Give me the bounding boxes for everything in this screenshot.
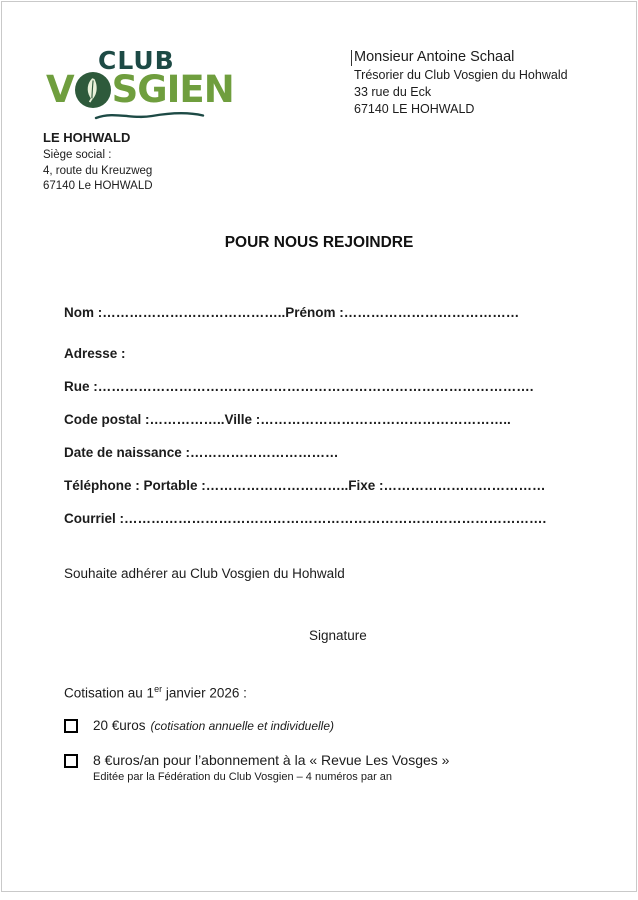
sender-line: 4, route du Kreuzweg [43,164,153,177]
sender-address-block [43,130,153,195]
field-telephone: Téléphone : Portable :…………………………..Fixe :……………………………… [64,478,546,493]
logo-club-text: CLUB [98,46,175,75]
text-cursor [351,50,352,66]
field-rue: Rue :……………………………………………………………………………………. [64,379,534,394]
cotisation-superscript: er [154,684,163,694]
recipient-address-block [354,49,568,118]
membership-form-page [1,1,637,892]
checkbox-revue[interactable] [64,754,78,768]
club-vosgien-logo [46,48,256,122]
recipient-line: Trésorier du Club Vosgien du Hohwald [354,68,568,82]
recipient-line: 33 rue du Eck [354,85,432,99]
option-subnote: Editée par la Fédération du Club Vosgien – 4 numéros par an [93,771,393,783]
cotisation-heading [64,684,247,701]
sender-line: Siège social : [43,149,112,161]
logo-letters-sgien: SGIEN [111,68,234,111]
option-amount: 8 €uros/an pour l’abonnement à la « Revue Les Vosges » [93,752,450,768]
sender-name: LE HOHWALD [43,130,131,145]
page-title: POUR NOUS REJOINDRE [224,234,414,251]
cotisation-option-revue [64,752,449,784]
field-courriel: Courriel :…………………………………………………………………………………. [64,511,547,526]
field-date-naissance: Date de naissance :…………………………… [64,445,339,460]
option-note: (cotisation annuelle et individuelle) [150,719,334,733]
field-adresse-label: Adresse : [64,346,126,361]
sender-line: 67140 Le HOHWALD [43,180,153,192]
option-amount: 20 €uros [93,718,146,733]
field-nom-prenom: Nom :…………………………………..Prénom :………………………………… [64,305,520,320]
leaf-icon [75,72,111,108]
logo-vosgien-text [46,68,256,111]
cotisation-prefix: Cotisation au 1 [64,685,155,701]
option-text [93,752,449,784]
recipient-name: Monsieur Antoine Schaal [354,49,515,65]
option-text [93,717,334,735]
logo-letter-v: V [46,68,74,111]
recipient-line: 67140 LE HOHWALD [354,102,475,116]
signature-label: Signature [309,628,367,643]
checkbox-20-euros[interactable] [64,719,78,733]
cotisation-option-20-euros [64,717,334,735]
membership-statement: Souhaite adhérer au Club Vosgien du Hohwald [64,566,345,581]
field-code-postal-ville: Code postal :……………..Ville :……………………………………………….. [64,412,511,427]
cotisation-suffix: janvier 2026 : [162,685,247,701]
